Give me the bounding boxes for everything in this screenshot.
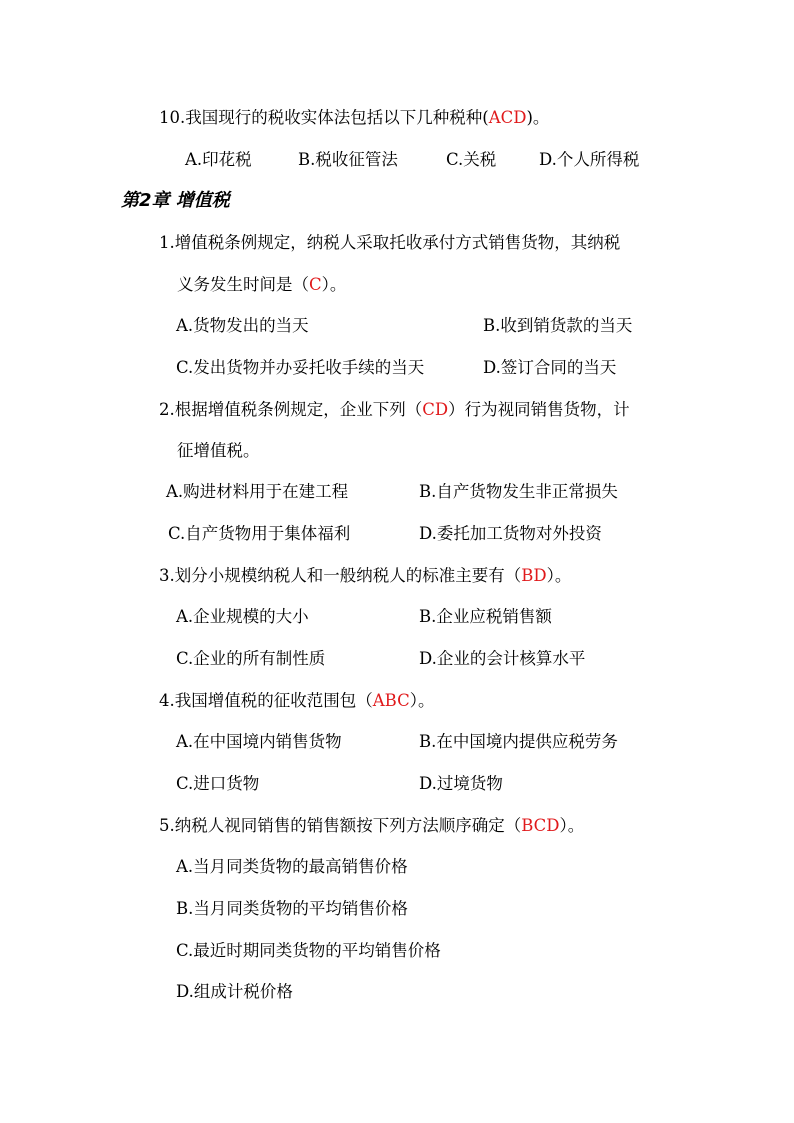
q4-option-c: C.进口货物	[176, 774, 260, 793]
q1-option-c: C.发出货物并办妥托收手续的当天	[176, 358, 425, 377]
q3-option-d: D.企业的会计核算水平	[419, 649, 586, 668]
q10-option-c: C.关税	[446, 150, 497, 169]
q1-option-a: A.货物发出的当天	[176, 316, 309, 335]
q4-stem: 4.我国增值税的征收范围包（ABC）。	[159, 691, 435, 710]
q10-option-b: B.税收征管法	[298, 150, 398, 169]
q10-answer: ACD	[488, 108, 527, 127]
q5-stem: 5.纳税人视同销售的销售额按下列方法顺序确定（BCD）。	[159, 816, 585, 835]
q2-option-d: D.委托加工货物对外投资	[419, 524, 602, 543]
q1-option-b: B.收到销货款的当天	[483, 316, 633, 335]
q10-option-a: A.印花税	[185, 150, 252, 169]
q5-option-b: B.当月同类货物的平均销售价格	[176, 899, 408, 918]
q3-option-b: B.企业应税销售额	[419, 607, 552, 626]
q4-option-a: A.在中国境内销售货物	[176, 732, 342, 751]
q2-stem-line1: 2.根据增值税条例规定，企业下列（CD）行为视同销售货物，计	[159, 400, 630, 419]
q1-stem-line1: 1.增值税条例规定，纳税人采取托收承付方式销售货物，其纳税	[159, 233, 621, 252]
q5-option-c: C.最近时期同类货物的平均销售价格	[176, 941, 441, 960]
q10-stem: 10.我国现行的税收实体法包括以下几种税种(ACD)。	[159, 108, 550, 127]
q2-option-a: A.购进材料用于在建工程	[166, 482, 349, 501]
q4-answer: ABC	[372, 691, 410, 710]
q3-answer: BD	[521, 566, 547, 585]
chapter-title: 第2章 增值税	[121, 190, 230, 211]
q3-stem: 3.划分小规模纳税人和一般纳税人的标准主要有（BD）。	[159, 566, 572, 585]
q1-option-d: D.签订合同的当天	[483, 358, 617, 377]
q2-answer: CD	[422, 400, 449, 419]
q3-option-a: A.企业规模的大小	[176, 607, 309, 626]
q5-option-a: A.当月同类货物的最高销售价格	[176, 857, 408, 876]
q2-stem-line2: 征增值税。	[177, 441, 260, 460]
q5-answer: BCD	[521, 816, 560, 835]
q2-option-c: C.自产货物用于集体福利	[168, 524, 351, 543]
q1-stem-line2: 义务发生时间是（C）。	[177, 275, 347, 294]
q4-option-b: B.在中国境内提供应税劳务	[419, 732, 618, 751]
q10-option-d: D.个人所得税	[539, 150, 640, 169]
q1-answer: C	[309, 275, 322, 294]
q2-option-b: B.自产货物发生非正常损失	[419, 482, 618, 501]
q3-option-c: C.企业的所有制性质	[176, 649, 326, 668]
q5-option-d: D.组成计税价格	[176, 982, 293, 1001]
q4-option-d: D.过境货物	[419, 774, 503, 793]
